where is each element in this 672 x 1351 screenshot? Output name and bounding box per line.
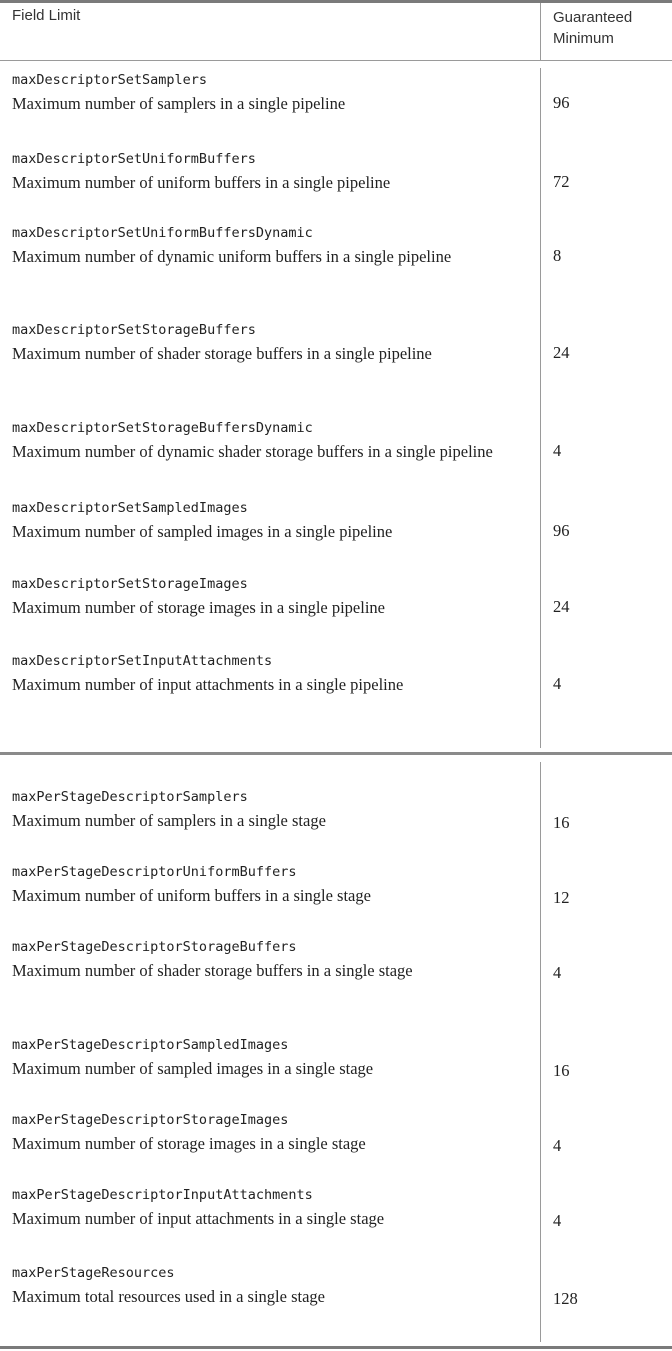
header-guaranteed-minimum: Guaranteed Minimum xyxy=(553,9,633,47)
field-name: maxDescriptorSetStorageBuffersDynamic xyxy=(12,420,313,436)
guaranteed-minimum-value: 24 xyxy=(553,597,570,616)
field-description: Maximum number of uniform buffers in a single pipeline xyxy=(12,173,391,192)
field-name: maxPerStageDescriptorStorageBuffers xyxy=(12,939,297,955)
field-name: maxDescriptorSetUniformBuffersDynamic xyxy=(12,225,313,241)
guaranteed-minimum-value: 4 xyxy=(553,1211,562,1230)
guaranteed-minimum-value: 16 xyxy=(553,813,570,832)
guaranteed-minimum-value: 12 xyxy=(553,888,570,907)
guaranteed-minimum-value: 128 xyxy=(553,1289,578,1308)
field-description: Maximum number of input attachments in a single pipeline xyxy=(12,675,404,694)
guaranteed-minimum-value: 4 xyxy=(553,1136,562,1155)
field-description: Maximum number of samplers in a single pipeline xyxy=(12,94,346,113)
header-field-limit: Field Limit xyxy=(12,7,81,24)
field-name: maxPerStageDescriptorInputAttachments xyxy=(12,1187,313,1203)
section-divider-rule xyxy=(0,752,672,755)
field-name: maxPerStageDescriptorStorageImages xyxy=(12,1112,289,1128)
field-name: maxDescriptorSetStorageBuffers xyxy=(12,322,256,338)
field-name: maxDescriptorSetStorageImages xyxy=(12,576,248,592)
guaranteed-minimum-value: 16 xyxy=(553,1061,570,1080)
field-description: Maximum number of sampled images in a single pipeline xyxy=(12,522,393,541)
field-description: Maximum number of dynamic shader storage buffers in a single pipeline xyxy=(12,442,493,461)
header-rule xyxy=(0,60,672,61)
section1-column-divider xyxy=(540,68,541,748)
guaranteed-minimum-value: 96 xyxy=(553,93,570,112)
section2-column-divider xyxy=(540,762,541,1342)
field-name: maxPerStageDescriptorSampledImages xyxy=(12,1037,289,1053)
field-description: Maximum number of shader storage buffers in a single pipeline xyxy=(12,344,432,363)
guaranteed-minimum-value: 96 xyxy=(553,521,570,540)
bottom-rule xyxy=(0,1346,672,1349)
field-name: maxDescriptorSetUniformBuffers xyxy=(12,151,256,167)
guaranteed-minimum-value: 72 xyxy=(553,172,570,191)
top-rule xyxy=(0,0,672,3)
guaranteed-minimum-value: 4 xyxy=(553,674,562,693)
field-name: maxPerStageResources xyxy=(12,1265,175,1281)
field-name: maxDescriptorSetSampledImages xyxy=(12,500,248,516)
field-description: Maximum number of uniform buffers in a single stage xyxy=(12,886,371,905)
field-description: Maximum number of storage images in a single pipeline xyxy=(12,598,385,617)
field-name: maxDescriptorSetSamplers xyxy=(12,72,208,88)
field-name: maxDescriptorSetInputAttachments xyxy=(12,653,273,669)
field-description: Maximum number of dynamic uniform buffers in a single pipeline xyxy=(12,247,452,266)
field-description: Maximum number of storage images in a single stage xyxy=(12,1134,366,1153)
guaranteed-minimum-value: 4 xyxy=(553,441,562,460)
field-name: maxPerStageDescriptorUniformBuffers xyxy=(12,864,297,880)
guaranteed-minimum-value: 8 xyxy=(553,246,562,265)
field-description: Maximum number of sampled images in a single stage xyxy=(12,1059,374,1078)
field-description: Maximum total resources used in a single stage xyxy=(12,1287,325,1306)
guaranteed-minimum-value: 24 xyxy=(553,343,570,362)
header-column-divider xyxy=(540,3,541,60)
guaranteed-minimum-value: 4 xyxy=(553,963,562,982)
field-description: Maximum number of shader storage buffers in a single stage xyxy=(12,961,413,980)
field-name: maxPerStageDescriptorSamplers xyxy=(12,789,248,805)
field-description: Maximum number of input attachments in a single stage xyxy=(12,1209,385,1228)
field-description: Maximum number of samplers in a single stage xyxy=(12,811,326,830)
